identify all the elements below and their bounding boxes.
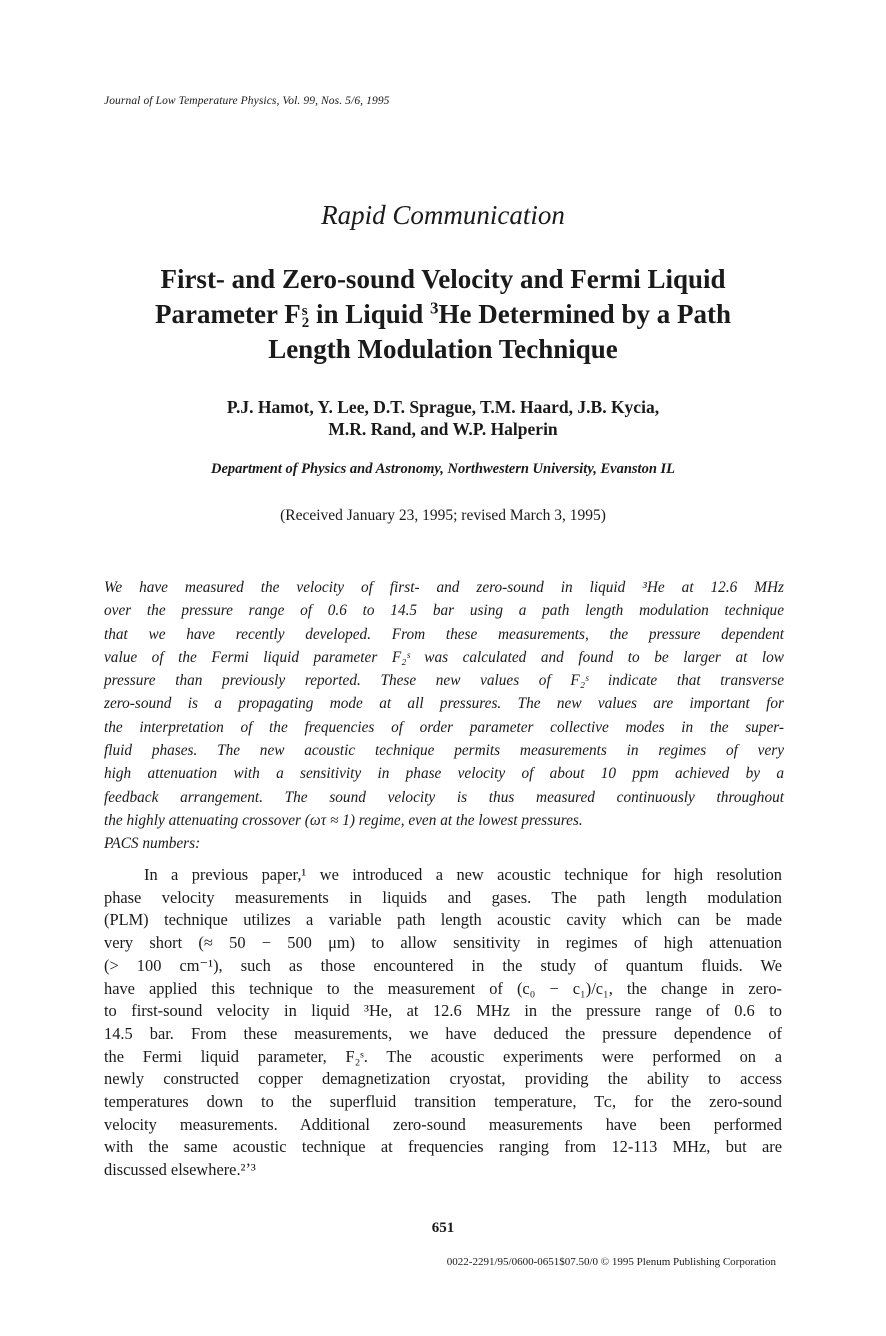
paper-title: [80, 262, 806, 367]
journal-header: Journal of Low Temperature Physics, Vol. 99, Nos. 5/6, 1995: [104, 95, 390, 107]
affiliation: Department of Physics and Astronomy, Northwestern University, Evanston IL: [210, 461, 676, 477]
body-line: In a previous paper,¹ we introduced a new acoustic technique for high resolution: [144, 865, 782, 884]
body-line: (PLM) technique utilizes a variable path length acoustic cavity which can be made: [104, 910, 782, 930]
body-line: discussed elsewhere.²ʼ³: [104, 1160, 256, 1180]
title-line-3: Length Modulation Technique: [268, 334, 618, 364]
copyright-line: 0022-2291/95/0600-0651$07.50/0 © 1995 Plenum Publishing Corporation: [446, 1256, 776, 1268]
title-part: He Determined by a Path: [438, 299, 731, 329]
body-line: have applied this technique to the measurement of (c₀ − c₁)/c₁, the change in zero-: [104, 978, 782, 998]
fermi-parameter-symbol: [301, 299, 310, 329]
body-line: with the same acoustic technique at frequencies ranging from 12-113 MHz, but are: [104, 1137, 782, 1157]
abstract-line: pressure than previously reported. These new values of F₂ˢ indicate that transverse: [104, 672, 784, 690]
body-line: to first-sound velocity in liquid ³He, at 12.6 MHz in the pressure range of 0.6 to: [104, 1001, 782, 1021]
body-line: newly constructed copper demagnetization cryostat, providing the ability to access: [104, 1069, 782, 1089]
fermi-parameter-subscript: 2: [301, 315, 310, 331]
title-line-2: [80, 297, 806, 332]
body-line: the Fermi liquid parameter, F₂ˢ. The acoustic experiments were performed on a: [104, 1046, 782, 1066]
received-dates: (Received January 23, 1995; revised March 3, 1995): [280, 507, 606, 524]
body-line: very short (≈ 50 − 500 μm) to allow sensitivity in regimes of high attenuation: [104, 933, 782, 953]
abstract-line: high attenuation with a sensitivity in phase velocity of about 10 ppm achieved by a: [104, 765, 784, 783]
abstract-line: feedback arrangement. The sound velocity is thus measured continuously throughout: [104, 788, 784, 806]
abstract-line: that we have recently developed. From these measurements, the pressure dependent: [104, 625, 784, 643]
body-line: phase velocity measurements in liquids and gases. The path length modulation: [104, 887, 782, 907]
abstract: [104, 576, 784, 856]
title-line-1: First- and Zero-sound Velocity and Fermi Liquid: [160, 264, 726, 294]
title-part: Parameter F: [155, 299, 301, 329]
abstract-line: the interpretation of the frequencies of order parameter collective modes in the super-: [104, 718, 784, 736]
abstract-line: the highly attenuating crossover (ωτ ≈ 1) regime, even at the lowest pressures.: [104, 811, 583, 829]
author-list: [0, 396, 886, 440]
title-part: in Liquid: [309, 299, 431, 329]
author-line-1: P.J. Hamot, Y. Lee, D.T. Sprague, T.M. Haard, J.B. Kycia,: [226, 397, 660, 417]
section-heading: Rapid Communication: [321, 200, 565, 230]
abstract-line: value of the Fermi liquid parameter F₂ˢ was calculated and found to be larger at low: [104, 648, 784, 666]
body-line: velocity measurements. Additional zero-sound measurements have been performed: [104, 1114, 782, 1134]
abstract-line: We have measured the velocity of first- and zero-sound in liquid ³He at 12.6 MHz: [104, 579, 784, 596]
author-line-2: M.R. Rand, and W.P. Halperin: [328, 419, 558, 439]
abstract-line: zero-sound is a propagating mode at all pressures. The new values are important for: [104, 695, 784, 713]
abstract-line: fluid phases. The new acoustic technique permits measurements in regimes of very: [104, 742, 784, 760]
page-number: 651: [431, 1220, 455, 1236]
isotope-superscript: 3: [430, 298, 439, 318]
body-line: (> 100 cm⁻¹), such as those encountered in the study of quantum fluids. We: [104, 955, 782, 975]
body-paragraph: [104, 864, 782, 1182]
abstract-line: over the pressure range of 0.6 to 14.5 bar using a path length modulation technique: [104, 602, 784, 620]
body-line: temperatures down to the superfluid transition temperature, Tᴄ, for the zero-sound: [104, 1092, 782, 1112]
fermi-parameter-superscript: s: [301, 303, 308, 319]
pacs-numbers: PACS numbers:: [104, 835, 201, 853]
body-line: 14.5 bar. From these measurements, we have deduced the pressure dependence of: [104, 1023, 782, 1043]
